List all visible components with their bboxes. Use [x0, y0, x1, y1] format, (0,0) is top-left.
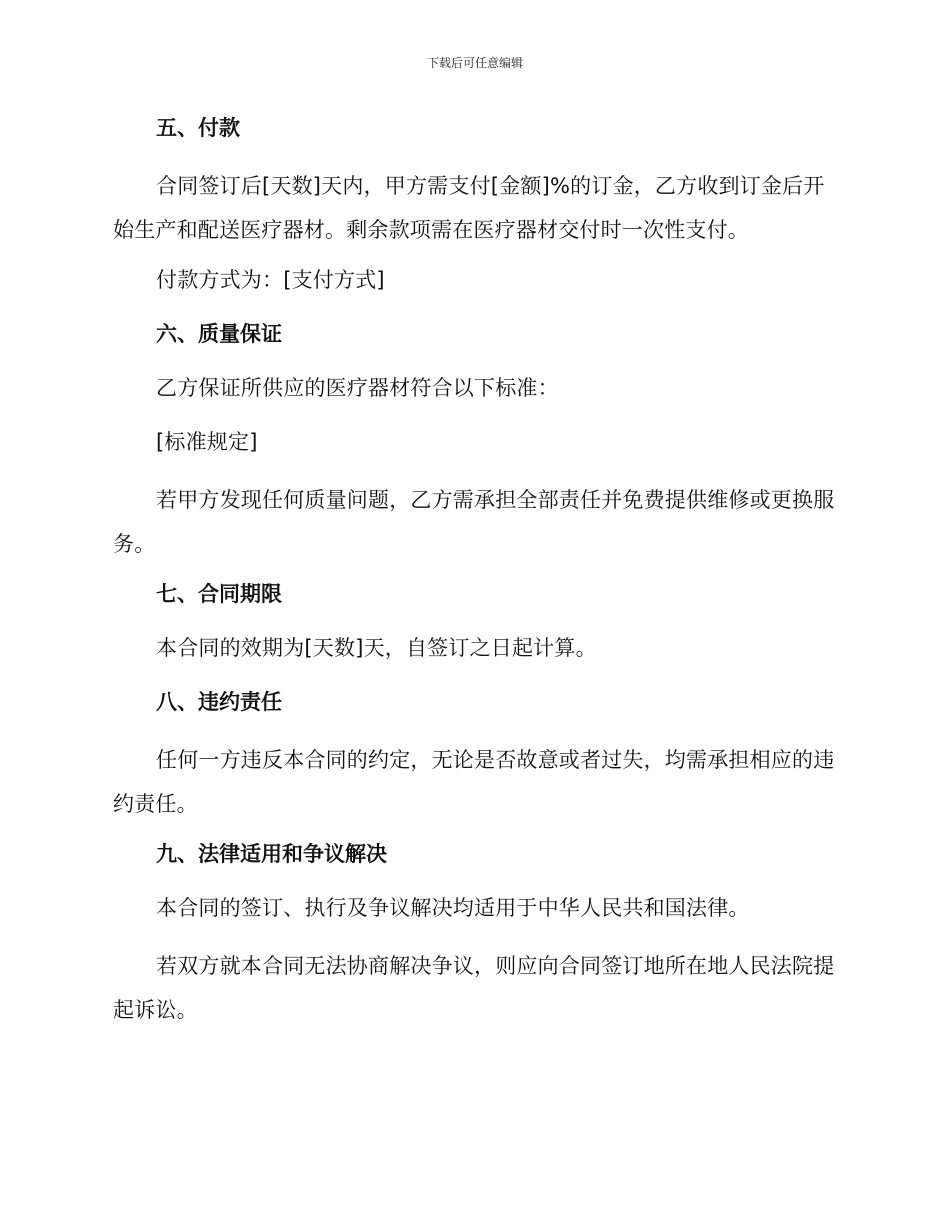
- quality-standard-intro: 乙方保证所供应的医疗器材符合以下标准：: [156, 376, 559, 400]
- quality-standard-placeholder: [标准规定]: [156, 430, 258, 454]
- breach-liability-paragraph: 任何一方违反本合同的约定，无论是否故意或者过失，均需承担相应的违约责任。: [113, 748, 835, 816]
- governing-law-paragraph: 本合同的签订、执行及争议解决均适用于中华人民共和国法律。: [156, 896, 750, 920]
- quality-liability-paragraph: 若甲方发现任何质量问题，乙方需承担全部责任并免费提供维修或更换服务。: [113, 488, 835, 556]
- section-title-payment: 五、付款: [156, 116, 240, 140]
- payment-method-paragraph: 付款方式为：[支付方式]: [156, 268, 385, 292]
- header-note: 下载后可任意编辑: [426, 56, 523, 70]
- payment-terms-paragraph: 合同签订后[天数]天内，甲方需支付[金额]%的订金，乙方收到订金后开始生产和配送医疗器材。剩余款项需在医疗器材交付时一次性支付。: [113, 174, 825, 242]
- contract-body: [113, 110, 837, 1042]
- section-title-breach: 八、违约责任: [156, 690, 282, 714]
- dispute-resolution-paragraph: 若双方就本合同无法协商解决争议，则应向合同签订地所在地人民法院提起诉讼。: [113, 954, 835, 1022]
- section-title-law: 九、法律适用和争议解决: [156, 842, 387, 866]
- section-title-quality: 六、质量保证: [156, 322, 282, 346]
- section-title-term: 七、合同期限: [156, 582, 282, 606]
- contract-term-paragraph: 本合同的效期为[天数]天，自签订之日起计算。: [156, 636, 597, 660]
